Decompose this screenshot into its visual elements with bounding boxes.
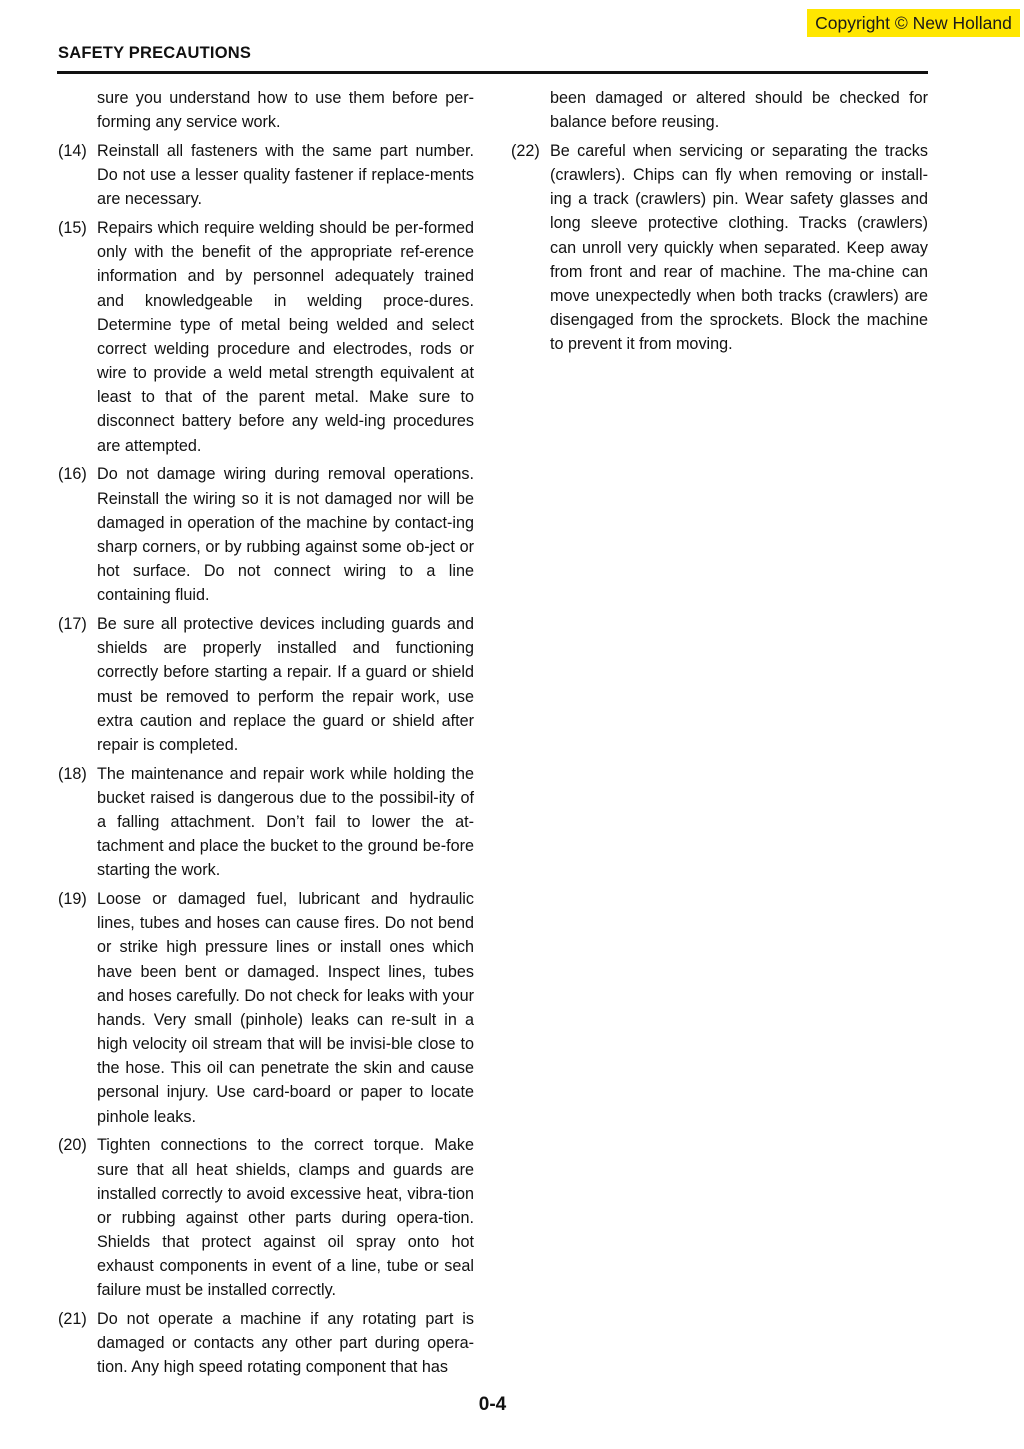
item-number: (22) xyxy=(511,142,540,160)
list-item xyxy=(58,1133,474,1302)
item-number: (20) xyxy=(58,1136,87,1155)
item-text: The maintenance and repair work while holding the bucket raised is dangerous due to the possibil-ity of a falling attachment. Don’t fail to lower the at-tachment and place the bucket to the ground be-fore starting the work. xyxy=(97,764,474,880)
item-number: (19) xyxy=(58,890,87,909)
list-item xyxy=(58,612,474,757)
right-continuation-text: been damaged or altered should be checked for balance before reusing. xyxy=(550,89,928,132)
header-rule xyxy=(57,71,928,74)
item-number: (17) xyxy=(58,615,87,634)
item-text: Be sure all protective devices including guards and shields are properly installed and functioning correctly before starting a repair. If a guard or shield must be removed to perform the repair work, use extra caution and replace the guard or shield after repair is completed. xyxy=(97,615,474,754)
item-number: (18) xyxy=(58,764,87,783)
item-number: (21) xyxy=(58,1310,87,1329)
item-text: Do not damage wiring during removal operations. Reinstall the wiring so it is not damaged nor will be damaged in operation of the machine by contact-ing sharp corners, or by rubbing against some ob-ject or hot surface. Do not connect wiring to a line containing fluid. xyxy=(97,465,474,605)
list-item xyxy=(58,462,474,607)
left-column xyxy=(58,86,474,1384)
item-text: Reinstall all fasteners with the same part number. Do not use a lesser quality fastener if replace-ments are necessary. xyxy=(97,142,474,209)
item-text: Tighten connections to the correct torque. Make sure that all heat shields, clamps and guards are installed correctly to avoid excessive heat, vibra-tion or rubbing against other parts during opera-tion. Shields that protect against oil spray onto hot exhaust components in event of a line, tube or seal failure must be installed correctly. xyxy=(97,1136,474,1300)
item-number: (15) xyxy=(58,219,87,238)
list-item xyxy=(58,1307,474,1379)
section-title: SAFETY PRECAUTIONS xyxy=(58,44,252,62)
page-number: 0-4 xyxy=(478,1394,507,1415)
left-continuation-text: sure you understand how to use them before per-forming any service work. xyxy=(97,89,474,132)
item-text: Loose or damaged fuel, lubricant and hydraulic lines, tubes and hoses can cause fires. Do not bend or strike high pressure lines or install ones which have been bent or damaged. Inspect lines, tubes and hoses carefully. Do not check for leaks with your hands. Very small (pinhole) leaks can re-sult in a high velocity oil stream that will be invisi-ble close to the hose. This oil can penetrate the skin and cause personal injury. Use card-board or paper to locate pinhole leaks. xyxy=(97,890,474,1126)
list-item xyxy=(58,216,474,458)
list-item xyxy=(511,139,928,356)
list-item xyxy=(58,887,474,1129)
right-column xyxy=(511,86,928,361)
list-item xyxy=(58,139,474,211)
item-text: Do not operate a machine if any rotating part is damaged or contacts any other part during opera-tion. Any high speed rotating component that has xyxy=(97,1310,474,1377)
copyright-banner: Copyright © New Holland xyxy=(807,9,1020,37)
item-number: (16) xyxy=(58,465,87,484)
list-item xyxy=(58,762,474,883)
item-text: Repairs which require welding should be per-formed only with the benefit of the appropriate ref-erence information and by personnel adequately trained and knowledgeable in welding proce-dures. Determine type of metal being welded and select correct welding procedure and electrodes, rods or wire to provide a weld metal strength equivalent at least to that of the parent metal. Make sure to disconnect battery before any weld-ing procedures are attempted. xyxy=(97,219,474,455)
item-text: Be careful when servicing or separating the tracks (crawlers). Chips can fly when removing or install-ing a track (crawlers) pin. Wear safety glasses and long sleeve protective clothing. Tracks (crawlers) can unroll very quickly when separated. Keep away from front and rear of machine. The ma-chine can move unexpectedly when both tracks (crawlers) are disengaged from the sprockets. Block the machine to prevent it from moving. xyxy=(550,142,928,354)
item-number: (14) xyxy=(58,142,87,160)
